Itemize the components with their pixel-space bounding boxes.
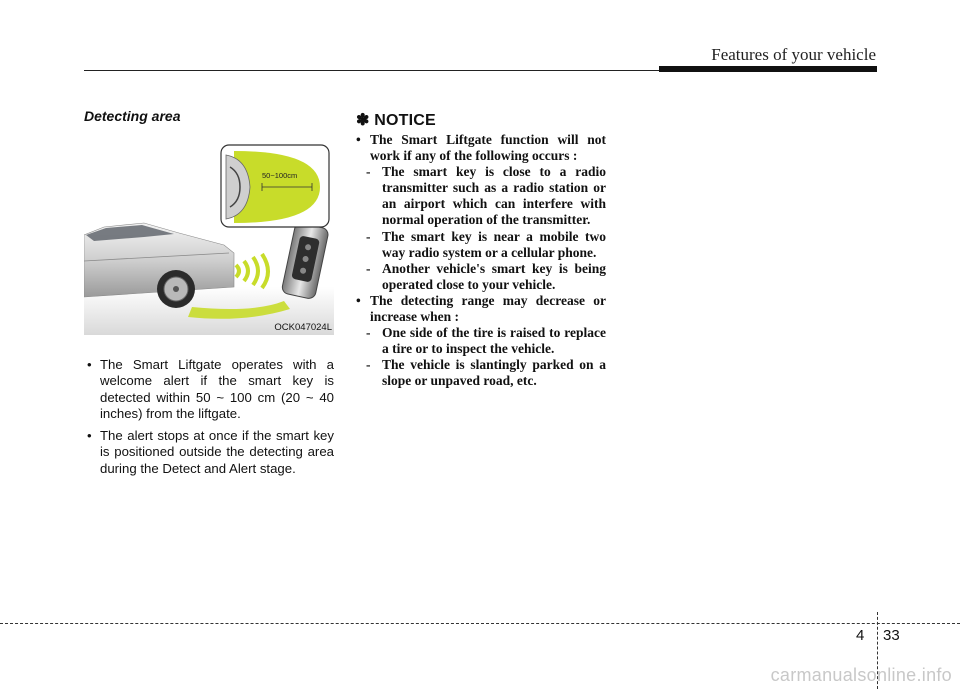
figure-code: OCK047024L: [274, 322, 332, 333]
list-item: - Another vehicle's smart key is being operated close to your vehicle.: [366, 260, 606, 292]
detecting-area-heading: Detecting area: [84, 108, 181, 124]
notice-column: [356, 110, 606, 390]
page-number: 33: [883, 627, 900, 644]
detecting-area-list: [84, 357, 334, 477]
watermark: carmanualsonline.info: [770, 665, 952, 685]
list-item: - One side of the tire is raised to replace a tire or to inspect the vehicle.: [366, 325, 606, 357]
list-item: • The Smart Liftgate function will not work if any of the following occurs :: [356, 132, 606, 164]
detecting-range-inset: [221, 145, 329, 227]
list-item: • The alert stops at once if the smart key is positioned outside the detecting area during the Detect and Alert stage.: [87, 428, 334, 476]
list-item: - The vehicle is slantingly parked on a slope or unpaved road, etc.: [366, 357, 606, 389]
chapter-number: 4: [856, 627, 865, 644]
range-label: 50~100cm: [262, 171, 298, 180]
header-rule-accent: [659, 66, 877, 72]
notice-heading: ✽ NOTICE: [356, 112, 436, 129]
section-title: Features of your vehicle: [711, 45, 876, 64]
notice-list: [356, 132, 606, 390]
footer-rule: [0, 623, 960, 624]
list-item: - The smart key is close to a radio transmitter such as a radio station or an airport which can interfere with normal operation of the transmitter.: [366, 164, 606, 228]
list-item: • The Smart Liftgate operates with a welcome alert if the smart key is detected within 50 ~ 100 cm (20 ~ 40 inches) from the liftgate.: [87, 357, 334, 421]
list-item: - The smart key is near a mobile two way radio system or a cellular phone.: [366, 228, 606, 260]
left-column: [84, 108, 334, 483]
list-item: • The detecting range may decrease or increase when :: [356, 292, 606, 325]
car-illustration: [84, 137, 334, 335]
detecting-area-illustration: [84, 137, 334, 335]
